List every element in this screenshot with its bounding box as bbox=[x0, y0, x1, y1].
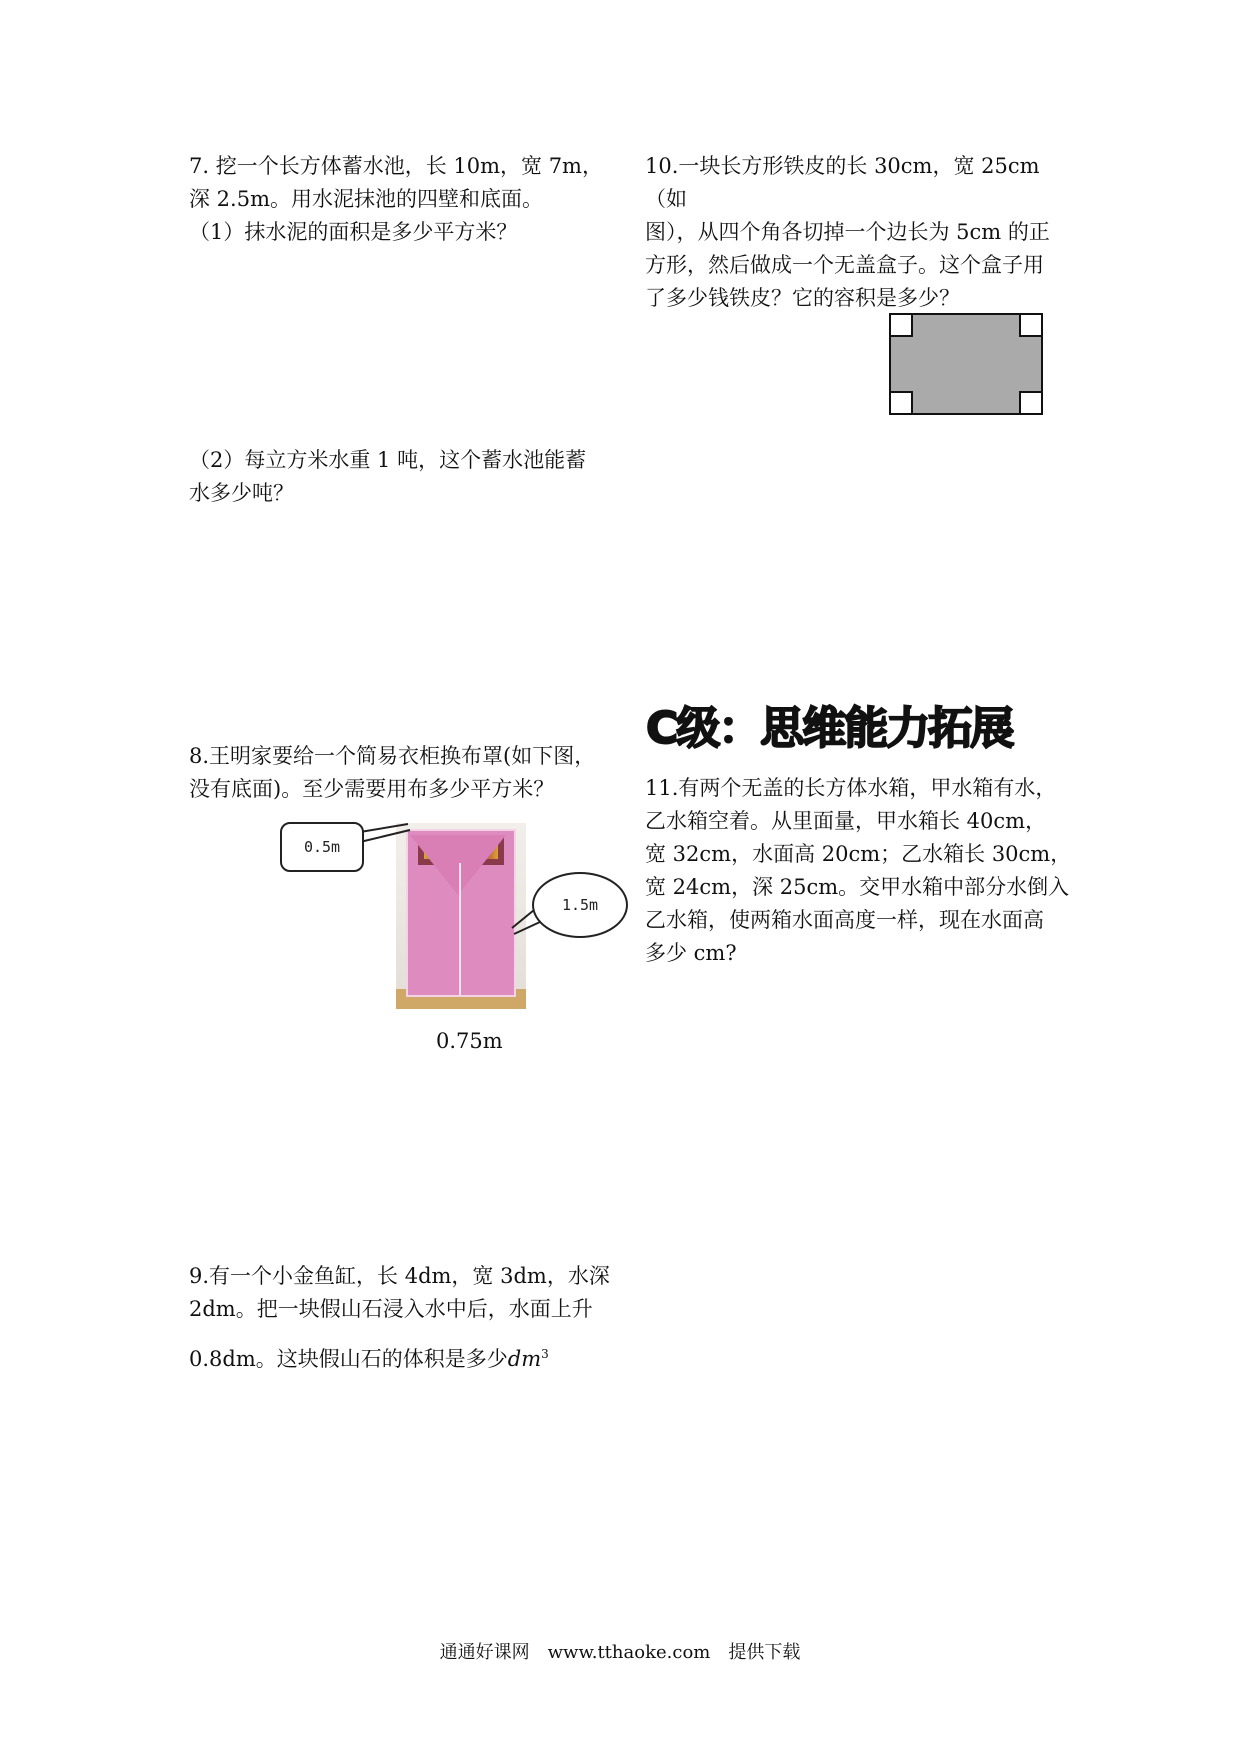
question-10 bbox=[645, 150, 1075, 315]
q9-line3 bbox=[189, 1338, 619, 1376]
q8-line2: 没有底面)。至少需要用布多少平方米？ bbox=[189, 777, 555, 801]
q7-line1: 7. 挖一个长方体蓄水池，长 10m，宽 7m， bbox=[189, 154, 603, 178]
q9-line3-text: 0.8dm。这块假山石的体积是多少 bbox=[189, 1347, 508, 1371]
q9-line1: 9.有一个小金鱼缸，长 4dm，宽 3dm，水深 bbox=[189, 1264, 610, 1288]
callout-depth: 0.5m bbox=[280, 822, 364, 872]
callout-height: 1.5m bbox=[532, 872, 628, 938]
q7-line2: 深 2.5m。用水泥抹池的四壁和底面。 bbox=[189, 187, 543, 211]
corner-cut-top-right bbox=[1020, 314, 1042, 336]
q11-line4: 宽 24cm，深 25cm。交甲水箱中部分水倒入 bbox=[645, 875, 1070, 899]
q10-line3: 方形，然后做成一个无盖盒子。这个盒子用 bbox=[645, 253, 1044, 277]
q11-line3: 宽 32cm，水面高 20cm；乙水箱长 30cm， bbox=[645, 842, 1072, 866]
section-banner: C级：思维能力拓展 bbox=[646, 703, 1013, 754]
q9-line2: 2dm。把一块假山石浸入水中后，水面上升 bbox=[189, 1297, 593, 1321]
q7-part1: （1）抹水泥的面积是多少平方米？ bbox=[189, 220, 518, 244]
footer: 通通好课网 www.tthaoke.com 提供下载 bbox=[439, 1642, 801, 1663]
q10-line4: 了多少钱铁皮？它的容积是多少？ bbox=[645, 286, 960, 310]
q11-line5: 乙水箱，使两箱水面高度一样，现在水面高 bbox=[645, 908, 1044, 932]
q7-part2: （2）每立方米水重 1 吨，这个蓄水池能蓄 bbox=[189, 448, 587, 472]
corner-cut-bottom-left bbox=[890, 392, 912, 414]
q11-line1: 11.有两个无盖的长方体水箱，甲水箱有水， bbox=[645, 776, 1057, 800]
q10-line1: 10.一块长方形铁皮的长 30cm，宽 25cm（如 bbox=[645, 154, 1040, 211]
question-11 bbox=[645, 772, 1075, 970]
q11-line2: 乙水箱空着。从里面量，甲水箱长 40cm， bbox=[645, 809, 1047, 833]
q11-line6: 多少 cm? bbox=[645, 941, 737, 965]
q7-part2-cont: 水多少吨？ bbox=[189, 481, 294, 505]
corner-cut-bottom-right bbox=[1020, 392, 1042, 414]
width-caption: 0.75m bbox=[436, 1029, 503, 1053]
q9-unit-exp: 3 bbox=[541, 1347, 549, 1361]
sheet-diagram bbox=[889, 313, 1043, 415]
q10-line2: 图），从四个角各切掉一个边长为 5cm 的正 bbox=[645, 220, 1050, 244]
q9-unit: dm bbox=[507, 1347, 542, 1371]
q8-line1: 8.王明家要给一个简易衣柜换布罩(如下图， bbox=[189, 744, 596, 768]
corner-cut-top-left bbox=[890, 314, 912, 336]
question-9 bbox=[189, 1260, 619, 1376]
